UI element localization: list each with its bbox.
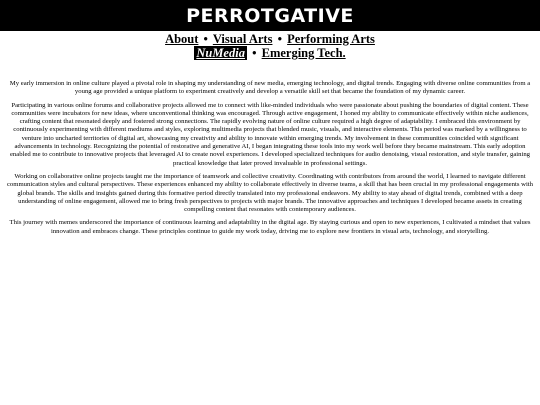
main-content	[4, 80, 536, 241]
site-logo[interactable]: PERROTGATIVE	[186, 4, 354, 27]
paragraph-intro: My early immersion in online culture played a pivotal role in shaping my understanding of new media, emerging technology, and digital trends. Engaging with diverse online communities from a young age provided a unique platform to experiment creatively and develop a versatile skill set that became the foundation of my dynamic career.	[9, 80, 531, 96]
main-navigation	[0, 32, 540, 60]
nav-separator: •	[203, 32, 208, 46]
paragraph-collaboration: Working on collaborative online projects taught me the importance of teamwork and collective creativity. Coordinating with contributors from around the world, I learned to navigate different communication styles and cultural perspectives. These experiences enhanced my ability to collaborate effectively in diverse teams, a skill that has been crucial in my professional engagements with global brands. The skills and insights gained during this formative period directly translated into my professional endeavors. My ability to stay ahead of digital trends, combined with a deep understanding of online engagement, allowed me to bring fresh perspectives to projects with major brands. The innovative approaches and techniques I developed became assets in creating compelling content that resonates with contemporary audiences.	[6, 172, 534, 214]
nav-link-about[interactable]: About	[165, 32, 199, 46]
nav-link-numedia[interactable]: NuMedia	[196, 46, 245, 60]
paragraph-communities: Participating in various online forums and collaborative projects allowed me to connect with like-minded individuals who were passionate about pushing the boundaries of digital content. These communities were incubators for new ideas, where unconventional thinking was encouraged. Through active engagement, I honed my ability to communicate effectively within niche audiences, crafting content that resonated deeply and fostered strong connections. The rapidly evolving nature of online culture required a high degree of adaptability. I embraced this environment by continuously experimenting with different mediums and styles, exploring multimedia projects that blended music, visuals, and interactive elements. This period was marked by a willingness to venture into uncharted territories of digital art, showcasing my creativity and ability to innovate within emerging trends. My involvement in these communities coincided with significant advancements in technology. Recognizing the potential of restorative and generative AI, I began integrating these tools into my work well before they became mainstream. This early adoption enabled me to contribute to innovative projects that leveraged AI to create novel experiences. I developed specialized techniques for audio denoising, visual restoration, and style transfer, gaining practical knowledge that later proved invaluable in professional settings.	[9, 101, 531, 167]
site-header	[0, 0, 540, 31]
nav-separator: •	[277, 32, 282, 46]
nav-link-visual-arts[interactable]: Visual Arts	[212, 32, 273, 46]
paragraph-conclusion: This journey with memes underscored the importance of continuous learning and adaptability in the digital age. By staying curious and open to new experiences, I cultivated a mindset that values innovation and embraces change. These principles continue to guide my work today, driving me to explore new frontiers in visual arts, technology, and storytelling.	[9, 219, 531, 235]
nav-row-2	[0, 46, 540, 60]
nav-link-performing-arts[interactable]: Performing Arts	[287, 32, 375, 46]
nav-separator: •	[252, 46, 257, 60]
nav-row-1	[0, 32, 540, 46]
nav-link-emerging-tech[interactable]: Emerging Tech.	[261, 46, 346, 60]
